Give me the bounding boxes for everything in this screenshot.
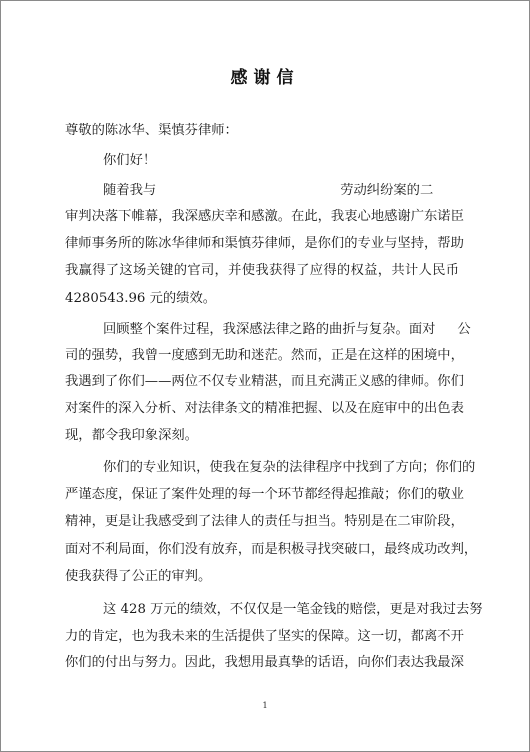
paragraph-1-line-5: 4280543.96 元的绩效。 (65, 291, 217, 306)
text-span: 劳动纠纷案的二 (340, 183, 434, 198)
paragraph-2-line-1 (103, 321, 471, 339)
paragraph-1-line-3: 律师事务所的陈冰华律师和渠慎芬律师，是你们的专业与坚持，帮助 (65, 236, 464, 251)
salutation: 尊敬的陈冰华、渠慎芬律师： (65, 123, 238, 138)
paragraph-3-line-2: 严谨态度，保证了案件处理的每一个环节都经得起推敲；你们的敬业 (65, 487, 464, 502)
paragraph-3-line-5: 使我获得了公正的审判。 (65, 569, 212, 584)
paragraph-3-line-3: 精神，更是让我感受到了法律人的责任与担当。特别是在二审阶段， (65, 514, 464, 529)
paragraph-1-line-1 (103, 182, 459, 200)
paragraph-4-line-1: 这 428 万元的绩效，不仅仅是一笔金钱的赔偿，更是对我过去努 (103, 602, 483, 617)
paragraph-2-line-5: 现，都令我印象深刻。 (65, 428, 198, 443)
text-span: 回顾整个案件过程，我深感法律之路的曲折与复杂。面对 (103, 322, 436, 337)
letter-title: 感谢信 (230, 68, 300, 88)
paragraph-2-line-3: 我遇到了你们——两位不仅专业精湛，而且充满正义感的律师。你们 (65, 374, 464, 389)
text-span: 随着我与 (103, 183, 157, 198)
paragraph-1-line-4: 我赢得了这场关键的官司，并使我获得了应得的权益，共计人民币 (65, 263, 459, 278)
paragraph-1-line-2: 审判决落下帷幕，我深感庆幸和感激。在此，我衷心地感谢广东诺臣 (65, 209, 464, 224)
paragraph-3-line-4: 面对不利局面，你们没有放弃，而是积极寻找突破口，最终成功改判， (65, 542, 478, 557)
paragraph-2-line-4: 对案件的深入分析、对法律条文的精准把握、以及在庭审中的出色表 (65, 401, 464, 416)
text-span: 公 (457, 322, 471, 337)
page-number: 1 (262, 701, 268, 710)
greeting: 你们好！ (103, 153, 157, 168)
paragraph-4-line-2: 力的肯定，也为我未来的生活提供了坚实的保障。这一切，都离不开 (65, 629, 464, 644)
paragraph-3-line-1: 你们的专业知识，使我在复杂的法律程序中找到了方向；你们的 (103, 460, 476, 475)
paragraph-2-line-2: 司的强势，我曾一度感到无助和迷茫。然而，正是在这样的困境中， (65, 348, 464, 363)
paragraph-4-line-3: 你们的付出与努力。因此，我想用最真挚的话语，向你们表达我最深 (65, 655, 464, 670)
